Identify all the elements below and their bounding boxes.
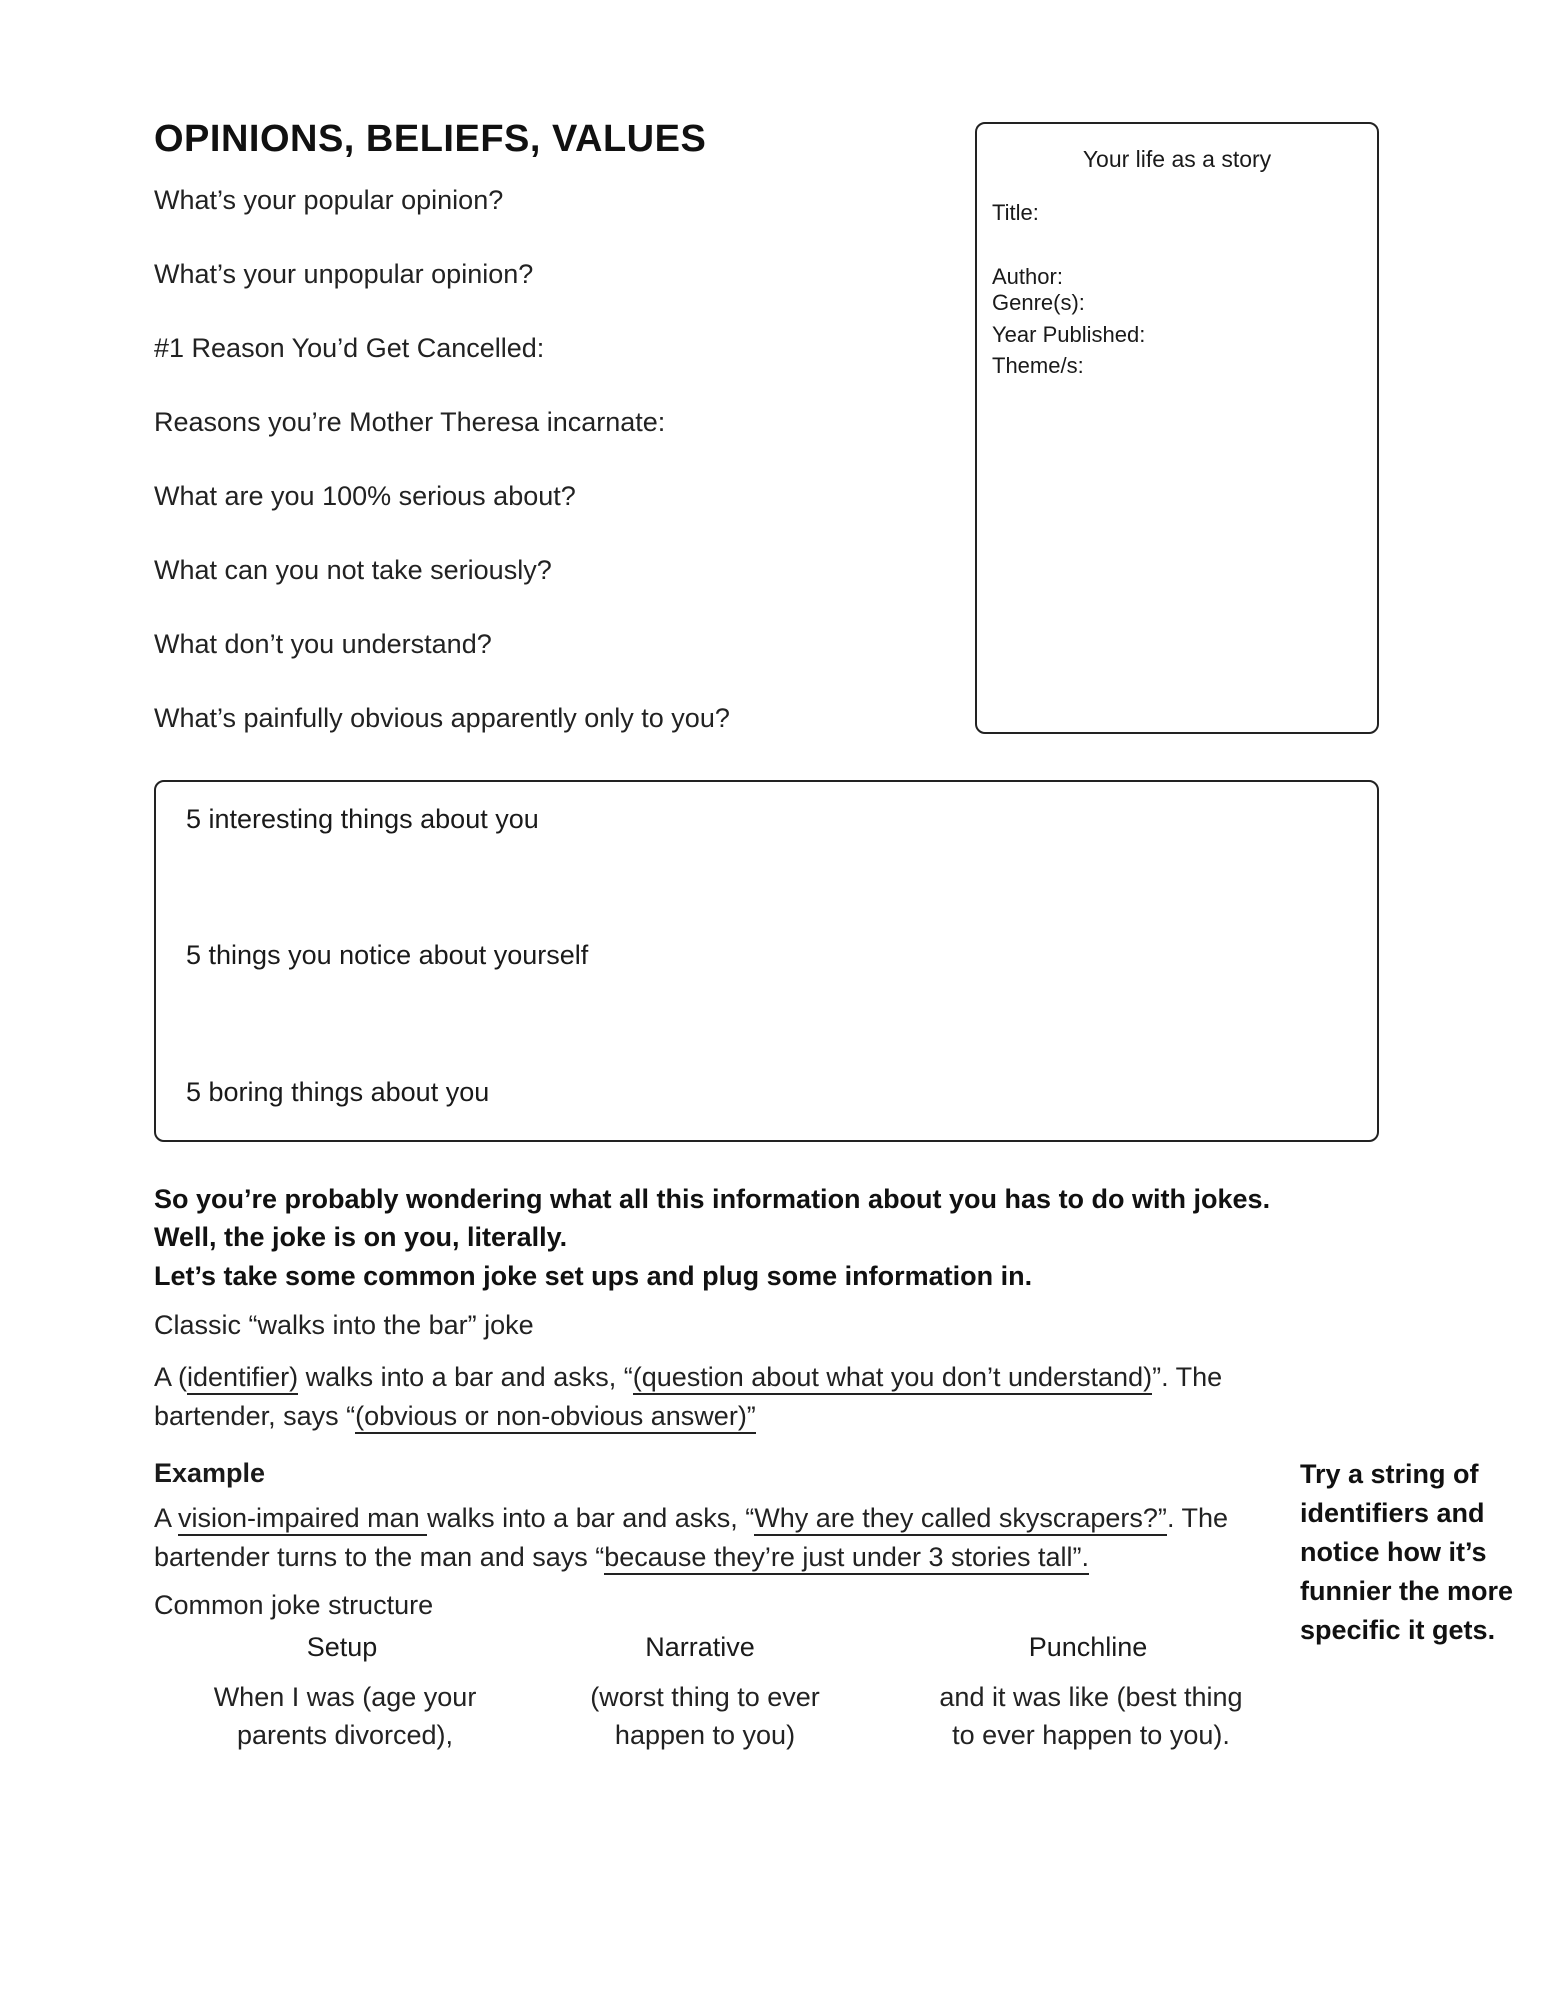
example-identifier: vision-impaired man <box>178 1503 427 1536</box>
classic-text: bartender, says “ <box>154 1401 356 1431</box>
page-title: OPINIONS, BELIEFS, VALUES <box>154 118 707 160</box>
punchline-text-line: and it was like (best thing <box>939 1682 1243 1712</box>
example-text: . The <box>1166 1503 1228 1533</box>
classic-joke-line-1 <box>154 1362 1222 1393</box>
setup-text-line: parents divorced), <box>236 1720 454 1750</box>
example-text: A <box>154 1503 179 1533</box>
story-field-author: Author: <box>992 264 1063 289</box>
joke-structure-heading: Common joke structure <box>154 1590 434 1620</box>
narrative-text-line: happen to you) <box>614 1720 796 1750</box>
narrative-text-line: (worst thing to ever <box>590 1682 820 1712</box>
life-story-box <box>975 122 1379 734</box>
punchline-text-line: to ever happen to you). <box>952 1720 1230 1750</box>
interesting-things-label: 5 interesting things about you <box>186 804 539 834</box>
classic-text: walks into a bar and asks, “ <box>298 1362 633 1392</box>
example-text: walks into a bar and asks, “ <box>427 1503 755 1533</box>
question-serious-about: What are you 100% serious about? <box>154 481 576 511</box>
punchline-heading: Punchline <box>1028 1632 1148 1662</box>
things-about-you-box <box>154 780 1379 1142</box>
example-joke-line-1 <box>154 1503 1228 1534</box>
boring-things-label: 5 boring things about you <box>186 1077 490 1107</box>
side-note: Try a string of identifiers and notice how it’s funnier the more specific it gets. <box>1300 1459 1514 1645</box>
punchline-text <box>931 1678 1251 1754</box>
example-joke-line-2 <box>154 1542 1089 1573</box>
question-blank: (question about what you don’t understand) <box>633 1362 1152 1395</box>
example-question: Why are they called skyscrapers?” <box>754 1503 1167 1536</box>
intro-line-1: So you’re probably wondering what all this information about you has to do with jokes. <box>154 1184 1271 1214</box>
question-painfully-obvious: What’s painfully obvious apparently only to you? <box>154 703 730 733</box>
classic-joke-line-2 <box>154 1401 756 1432</box>
classic-text: A ( <box>154 1362 188 1392</box>
story-field-year: Year Published: <box>992 322 1146 347</box>
example-answer: because they’re just under 3 stories tall”. <box>604 1542 1089 1575</box>
question-not-serious: What can you not take seriously? <box>154 555 552 585</box>
notice-things-label: 5 things you notice about yourself <box>186 940 589 970</box>
intro-line-3: Let’s take some common joke set ups and plug some information in. <box>154 1261 1033 1291</box>
classic-text: ”. The <box>1152 1362 1223 1392</box>
question-mother-theresa: Reasons you’re Mother Theresa incarnate: <box>154 407 666 437</box>
example-text: bartender turns to the man and says “ <box>154 1542 605 1572</box>
question-popular-opinion: What’s your popular opinion? <box>154 185 504 215</box>
story-heading: Your life as a story <box>1082 146 1272 172</box>
setup-heading: Setup <box>306 1632 378 1662</box>
question-dont-understand: What don’t you understand? <box>154 629 492 659</box>
question-cancelled-reason: #1 Reason You’d Get Cancelled: <box>154 333 545 363</box>
story-field-title: Title: <box>992 200 1039 225</box>
narrative-text <box>545 1678 865 1754</box>
setup-text <box>185 1678 505 1754</box>
question-unpopular-opinion: What’s your unpopular opinion? <box>154 259 534 289</box>
narrative-heading: Narrative <box>645 1632 755 1662</box>
story-field-genre: Genre(s): <box>992 290 1085 315</box>
setup-text-line: When I was (age your <box>213 1682 477 1712</box>
answer-blank: (obvious or non-obvious answer)” <box>355 1401 756 1434</box>
intro-line-2: Well, the joke is on you, literally. <box>154 1222 568 1252</box>
identifier-blank: identifier) <box>187 1362 298 1395</box>
classic-joke-heading: Classic “walks into the bar” joke <box>154 1310 534 1340</box>
story-field-theme: Theme/s: <box>992 353 1084 378</box>
example-label: Example <box>154 1458 266 1488</box>
